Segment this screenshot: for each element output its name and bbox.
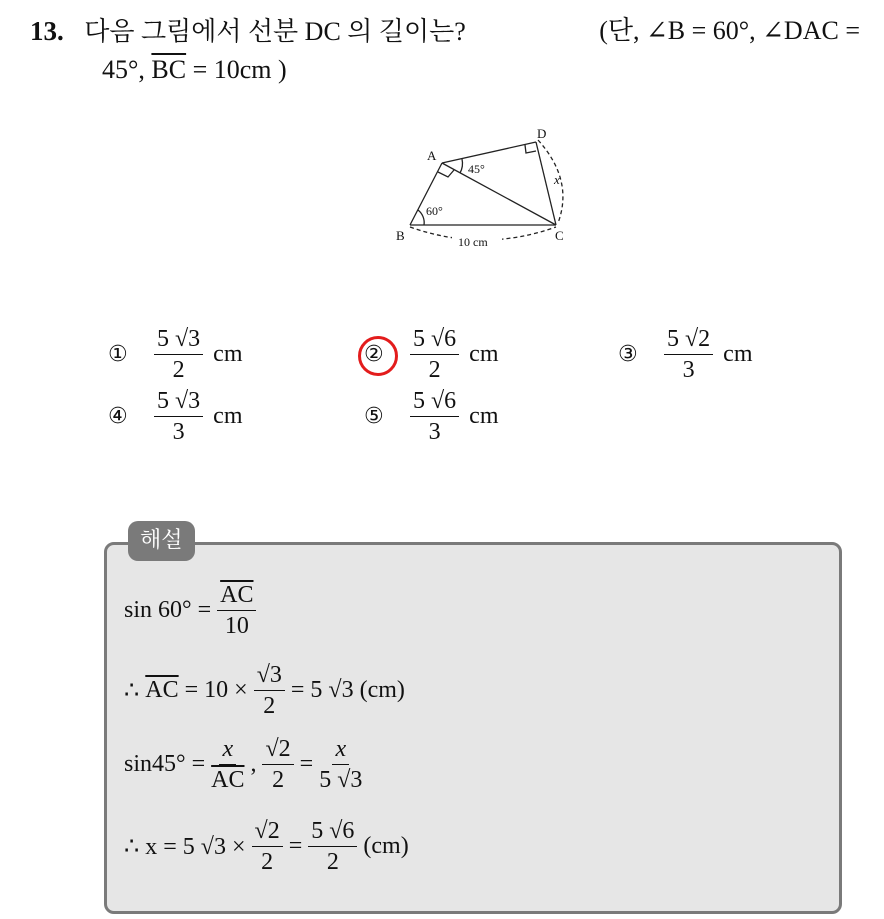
angle-a-arc xyxy=(460,159,462,173)
choice-1[interactable]: ① $\frac{5 √3}{2}$ cm xyxy=(108,326,243,383)
geometry-figure xyxy=(388,118,588,258)
choice-1-mark: ① xyxy=(108,342,128,367)
solution-eq-4: ∴ x = 5 √3 × $\frac{√2}{2}$ = $\frac{5 √6}{2}$ (cm) xyxy=(124,818,409,875)
angle-b-arc xyxy=(418,210,424,225)
side-x-label: x xyxy=(554,172,560,187)
choice-5-mark: ⑤ xyxy=(364,404,384,429)
question-header xyxy=(30,12,860,89)
label-a: A xyxy=(427,148,437,163)
label-c: C xyxy=(555,228,564,243)
solution-eq-1: sin 60° = $\frac{\overline{AC}}{10}$ xyxy=(124,582,262,639)
choice-4-mark: ④ xyxy=(108,404,128,429)
label-b: B xyxy=(396,228,405,243)
choice-4[interactable]: ④ $\frac{5 √3}{3}$ cm xyxy=(108,388,243,445)
segment-bc: $\overline{BC}$ xyxy=(151,55,187,84)
choice-3-mark: ③ xyxy=(618,342,638,367)
answer-choices xyxy=(108,326,808,456)
segment-ad xyxy=(442,142,536,163)
question-number: 13. xyxy=(30,16,64,46)
choice-5[interactable]: ⑤ $\frac{5 √6}{3}$ cm xyxy=(364,388,499,445)
angle-dac-label: 45° xyxy=(468,162,485,176)
solution-eq-2: ∴ $\overline{AC}$ = 10 × $\frac{√3}{2}$ = 5 √3 (cm) xyxy=(124,662,405,719)
question-condition: (단, ∠B = 60°, ∠DAC = xyxy=(599,16,860,45)
choice-2[interactable]: ② $\frac{5 √6}{2}$ cm xyxy=(364,326,499,383)
choice-2-mark: ② xyxy=(364,342,384,367)
right-angle-d xyxy=(525,145,536,153)
angle-b-label: 60° xyxy=(426,204,443,218)
question-text: 다음 그림에서 선분 DC 의 길이는? xyxy=(84,17,466,46)
right-angle-a xyxy=(438,170,454,177)
choice-3[interactable]: ③ $\frac{5 √2}{3}$ cm xyxy=(618,326,753,383)
segment-dc xyxy=(536,142,556,225)
question-condition-cont: 45°, $\overline{BC} = 10cm$ ) xyxy=(102,55,287,84)
label-d: D xyxy=(537,126,547,141)
solution-eq-3: sin45° = $\frac{x}{AC}$ , $\frac{√2}{2}$ = $\frac{x}{5 √3}$ xyxy=(124,736,363,793)
segment-ac xyxy=(442,163,556,225)
solution-tag: 해설 xyxy=(128,521,195,561)
side-bc-label: 10 cm xyxy=(458,235,488,249)
